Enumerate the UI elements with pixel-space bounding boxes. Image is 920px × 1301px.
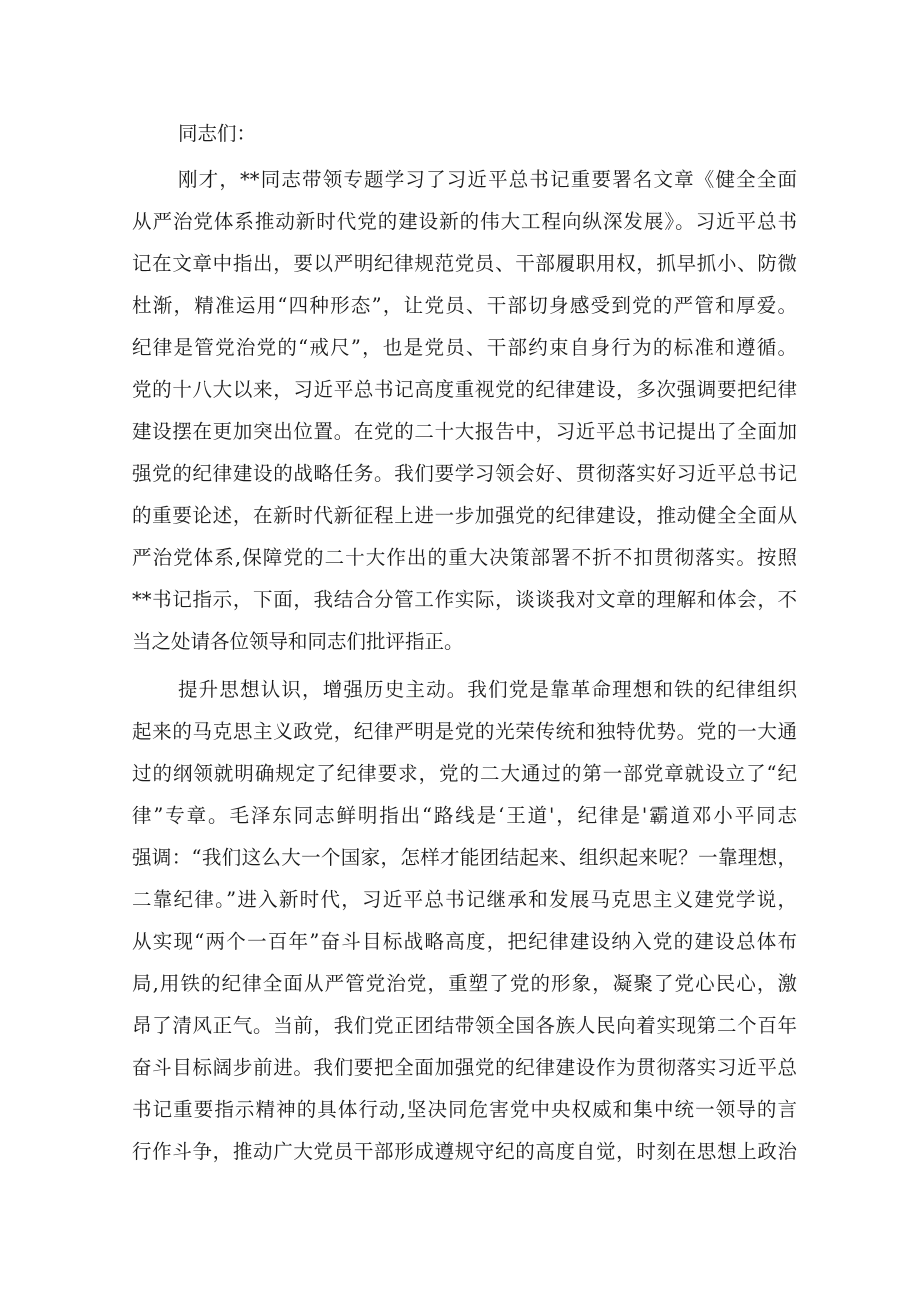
- paragraph-line: 提升思想认识，增强历史主动。我们党是靠革命理想和铁的纪律组织: [178, 678, 797, 701]
- paragraph-line: 严治党体系,保障党的二十大作出的重大决策部署不折不扣贯彻落实。按照: [132, 546, 797, 569]
- paragraph-line: 强党的纪律建设的战略任务。我们要学习领会好、贯彻落实好习近平总书记: [132, 462, 797, 485]
- paragraph-line: 刚才，**同志带领专题学习了习近平总书记重要署名文章《健全全面: [178, 168, 797, 191]
- paragraph-line: **书记指示，下面，我结合分管工作实际，谈谈我对文章的理解和体会，不: [132, 588, 797, 611]
- salutation: 同志们：: [178, 122, 257, 145]
- paragraph-line: 起来的马克思主义政党，纪律严明是党的光荣传统和独特优势。党的一大通: [132, 720, 797, 743]
- paragraph-line: 二靠纪律。”进入新时代，习近平总书记继承和发展马克思主义建党学说，: [132, 888, 797, 911]
- paragraph-line: 局,用铁的纪律全面从严管党治党，重塑了党的形象，凝聚了党心民心，激: [132, 972, 797, 995]
- paragraph-line: 从严治党体系推动新时代党的建设新的伟大工程向纵深发展》。习近平总书: [132, 210, 797, 233]
- paragraph-line: 奋斗目标阔步前进。我们要把全面加强党的纪律建设作为贯彻落实习近平总: [132, 1056, 797, 1079]
- paragraph-line: 从实现“两个一百年”奋斗目标战略高度，把纪律建设纳入党的建设总体布: [132, 930, 797, 953]
- paragraph-line: 行作斗争，推动广大党员干部形成遵规守纪的高度自觉，时刻在思想上政治: [132, 1140, 797, 1163]
- paragraph-line: 当之处请各位领导和同志们批评指正。: [132, 630, 464, 653]
- paragraph-line: 纪律是管党治党的“戒尺”，也是党员、干部约束自身行为的标准和遵循。: [132, 336, 797, 359]
- paragraph-line: 强调：“我们这么大一个国家，怎样才能团结起来、组织起来呢？一靠理想，: [132, 846, 797, 869]
- paragraph-line: 律”专章。毛泽东同志鲜明指出“路线是‘王道'，纪律是'霸道邓小平同志: [132, 804, 797, 827]
- paragraph-line: 昂了清风正气。当前，我们党正团结带领全国各族人民向着实现第二个百年: [132, 1014, 797, 1037]
- paragraph-line: 书记重要指示精神的具体行动,坚决同危害党中央权威和集中统一领导的言: [132, 1098, 797, 1121]
- paragraph-line: 记在文章中指出，要以严明纪律规范党员、干部履职用权，抓早抓小、防微: [132, 252, 797, 275]
- paragraph-line: 杜渐，精准运用“四种形态”，让党员、干部切身感受到党的严管和厚爱。: [132, 294, 797, 317]
- paragraph-line: 党的十八大以来，习近平总书记高度重视党的纪律建设，多次强调要把纪律: [132, 378, 797, 401]
- paragraph-line: 建设摆在更加突出位置。在党的二十大报告中，习近平总书记提出了全面加: [132, 420, 797, 443]
- paragraph-line: 的重要论述，在新时代新征程上进一步加强党的纪律建设，推动健全全面从: [132, 504, 797, 527]
- paragraph-line: 过的纲领就明确规定了纪律要求，党的二大通过的第一部党章就设立了“纪: [132, 762, 797, 785]
